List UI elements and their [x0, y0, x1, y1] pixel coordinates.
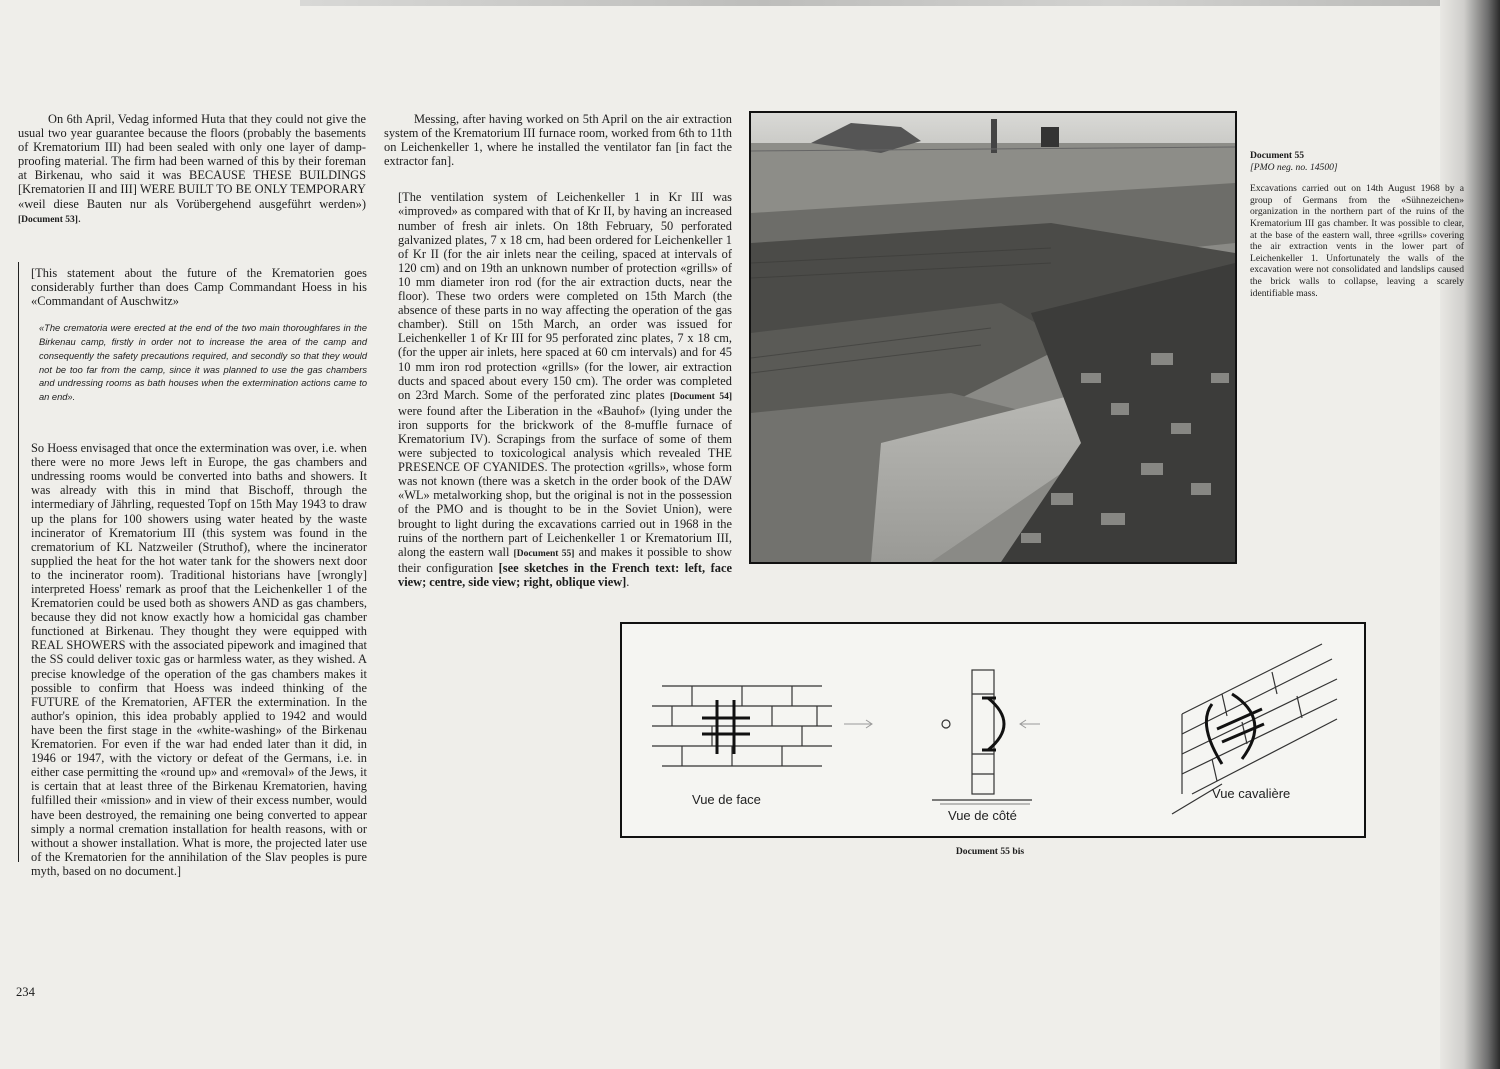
caption-text: Excavations carried out on 14th August 1968 by a group of Germans from the «Sühnezeichen» organization in the northern part of the ruins of the Krematorium III gas chamber. It was possible to clear, at the base of the eastern wall, three «grills» covering the air extraction vents in the lower part of Leichenkeller 1. Unfortunately the walls of the excavation were not consolidated and landslips caused the brick walls to collapse, leaving a scarely identifiable mass. — [1250, 183, 1464, 299]
label-face-view: Vue de face — [692, 792, 761, 807]
sketch-caption: Document 55 bis — [955, 846, 1025, 857]
page-number: 234 — [16, 985, 35, 999]
note-intro: [This statement about the future of the Krematorien goes considerably further than does Camp Commandant Hoess in his «Commandant of Auschwitz» — [31, 266, 367, 309]
paragraph-hoess: So Hoess envisaged that once the extermination was over, i.e. when there were no more Jews left in Europe, the gas chambers and undressing rooms would be converted into baths and showers. It was already with this in mind that Bischoff, through the intermediary of Jährling, requested Topf on 15th May 1943 to draw up the plans for 100 showers using water heated by the waste incinerator of Krematorium III (this system was found in the crematorium of KL Natzweiler (Struthof), where the incinerator supplied the heat for the hot water tank for the showers next door to the incinerator room). Traditional historians have [wrongly] interpreted Hoess' remark as proof that the Leichenkeller 1 of the Krematorien could be used both as showers AND as gas chambers, because they did not know exactly how a homicidal gas chamber functioned at Birkenau. They thought they were equipped with REAL SHOWERS with the associated pipework and imagined that the SS could deliver toxic gas or harmless water, as they wished. A precise knowledge of the operation of the gas chambers makes it possible to confirm that Hoess was indeed thinking of the FUTURE of the Krematorien, AFTER the extermination. In the author's opinion, this idea probably applied to 1942 and would have been the first stage in the «white-washing» of the Birkenau Krematorien. For even if the war had ended later than it did, in 1946 or 1947, with the victory or defeat of the Germans, i.e. in either case permitting the «round up» and «removal» of the Jews, it is certain that at least three of the Birkenau Krematorien, having fulfilled their «mission» and in view of their excess number, would have been destroyed, the remaining one being converted to appear simply a normal cremation installation for health reasons, with or without a shower installation. What is more, the projected later use of the Krematorien for the annihilation of the Slav peoples is pure myth, based on no document.] — [31, 441, 367, 878]
ref-document-53: [Document 53] — [18, 214, 78, 225]
excavation-photo-illustration — [751, 113, 1235, 562]
column-middle — [384, 112, 732, 589]
excavation-photograph — [749, 111, 1237, 564]
column-left — [18, 112, 366, 227]
hoess-quote: «The crematoria were erected at the end of the two main thoroughfares in the Birkenau camp, firstly in order not to increase the area of the camp and consequently the safety precautions required, and secondly so that they would not be too far from the camp, since it was planned to use the gas chambers and undressing rooms as bath houses when the extermination actions came to an end». — [39, 323, 367, 403]
ref-document-55: [Document 55] — [513, 548, 575, 559]
label-oblique-view: Vue cavalière — [1212, 786, 1291, 801]
caption-title: Document 55 — [1250, 150, 1305, 161]
sketch-reference: [see sketches in the French text: left, face view; centre, side view; right, oblique view] — [398, 560, 733, 589]
scan-top-edge — [300, 0, 1460, 6]
photo-caption — [1250, 150, 1464, 299]
caption-negative-number: [PMO neg. no. 14500] — [1250, 161, 1338, 173]
ref-document-54: [Document 54] — [669, 391, 732, 402]
paragraph-messing: Messing, after having worked on 5th April on the air extraction system of the Krematorium III furnace room, worked from 6th to 11th on Leichenkeller 1, where he installed the ventilator fan [in fact the extractor fan]. — [384, 112, 732, 169]
grill-sketch — [620, 622, 1366, 838]
note-block — [18, 262, 367, 878]
paragraph-ventilation: [The ventilation system of Leichenkeller 1 in Kr III was «improved» as compared with that of Kr II, by having an increased number of fresh air inlets. On 18th February, 50 perforated galvanized plates, 7 x 18 cm, had been ordered for Leichenkeller 1 of Kr II (for the air inlets near the ceiling, spaced at intervals of 120 cm) and on 19th an unknown number of protection «grills» of 10 mm diameter iron rod (for the air extraction ducts, near the floor). These two orders were completed on 15th March (the absence of these parts in no way affecting the operation of the gas chamber). Still on 15th March, an order was issued for Leichenkeller 1 of Kr III for 95 perforated zinc plates, 7 x 18 cm, (for the upper air inlets, here spaced at 60 cm intervals) and for 45 10 mm iron rod protection «grills» (for the lower, air extraction ducts and spaced about every 150 cm). The order was completed on 23rd March. Some of the perforated zinc plates [Document 54] were found after the Liberation in the «Bauhof» (lying under the iron supports for the brickwork of the 8-muffle furnace of Krematorium IV). Scrapings from the surface of some of them were subjected to toxicological analysis which revealed THE PRESENCE OF CYANIDES. The protection «grills», whose form was not known (there was a sketch in the order book of the DAW «WL» metalworking shop, but the original is not in the possession of the PMO and is thought to be in the Soviet Union), were brought to light during the excavations carried out in 1968 in the ruins of the northern part of Leichenkeller 1 or Krematorium III, along the eastern wall [Document 55] and makes it possible to show their configuration [see sketches in the French text: left, face view; centre, side view; right, oblique view]. — [398, 190, 733, 589]
label-side-view: Vue de côté — [948, 808, 1017, 823]
paragraph-vedag: On 6th April, Vedag informed Huta that they could not give the usual two year guarantee because the floors (probably the basements of Krematorium III) had been sealed with only one layer of damp-proofing material. The firm had been warned of this by their foreman at Birkenau, who said it was BECAUSE THESE BUILDINGS [Krematorien II and III] WERE BUILT TO BE ONLY TEMPORARY «weil diese Bauten nur als Vorübergehend ausgeführt werden») [Document 53]. — [18, 112, 366, 225]
